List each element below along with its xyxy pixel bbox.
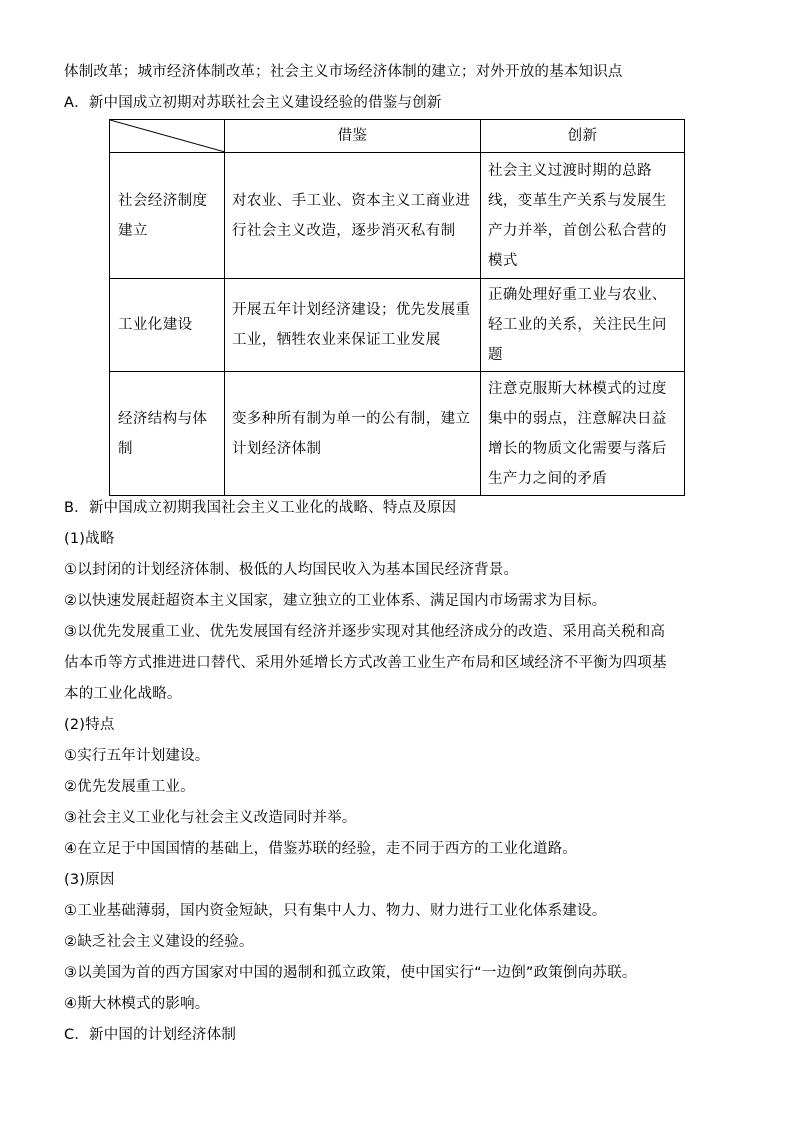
feature-item: ①实行五年计划建设。 bbox=[64, 748, 210, 764]
strategy-item: ③以优先发展重工业、优先发展国有经济并逐步实现对其他经济成分的改造、采用高关税和高 bbox=[64, 624, 666, 640]
row-borrow-cell: 对农业、手工业、资本主义工商业进行社会主义改造，逐步消灭私有制 bbox=[225, 153, 481, 279]
row-innovate-cell: 社会主义过渡时期的总路线，变革生产关系与发展生产力并举，首创公私合营的模式 bbox=[481, 153, 685, 279]
reason-item: ④斯大林模式的影响。 bbox=[64, 996, 210, 1012]
strategy-item-continued: 本的工业化战略。 bbox=[64, 686, 182, 702]
reason-item: ③以美国为首的西方国家对中国的遏制和孤立政策，使中国实行“一边倒”政策倒向苏联。 bbox=[64, 965, 637, 981]
features-title: (2)特点 bbox=[64, 717, 115, 733]
diagonal-line bbox=[110, 120, 225, 152]
row-borrow-cell: 开展五年计划经济建设；优先发展重工业，牺牲农业来保证工业发展 bbox=[225, 279, 481, 372]
strategy-title: (1)战略 bbox=[64, 531, 115, 547]
reason-item: ①工业基础薄弱，国内资金短缺，只有集中人力、物力、财力进行工业化体系建设。 bbox=[64, 903, 607, 919]
table-row bbox=[110, 153, 685, 279]
row-innovate-cell: 正确处理好重工业与农业、轻工业的关系，关注民生问题 bbox=[481, 279, 685, 372]
reasons-title: (3)原因 bbox=[64, 872, 115, 888]
diagonal-header-cell bbox=[110, 120, 225, 153]
section-c-heading: C．新中国的计划经济体制 bbox=[64, 1027, 237, 1043]
row-borrow-cell: 变多种所有制为单一的公有制，建立计划经济体制 bbox=[225, 372, 481, 496]
feature-item: ④在立足于中国国情的基础上，借鉴苏联的经验，走不同于西方的工业化道路。 bbox=[64, 841, 577, 857]
row-label: 经济结构与体制 bbox=[110, 372, 225, 496]
column-header-borrow: 借鉴 bbox=[225, 120, 481, 153]
table-row bbox=[110, 372, 685, 496]
comparison-table bbox=[109, 119, 685, 496]
table-row bbox=[110, 279, 685, 372]
reason-item: ②缺乏社会主义建设的经验。 bbox=[64, 934, 254, 950]
strategy-item: ②以快速发展赶超资本主义国家，建立独立的工业体系、满足国内市场需求为目标。 bbox=[64, 593, 607, 609]
row-label: 工业化建设 bbox=[110, 279, 225, 372]
column-header-innovate: 创新 bbox=[481, 120, 685, 153]
feature-item: ③社会主义工业化与社会主义改造同时并举。 bbox=[64, 810, 357, 826]
strategy-item-continued: 估本币等方式推进进口替代、采用外延增长方式改善工业生产布局和区域经济不平衡为四项基 bbox=[64, 655, 667, 671]
row-label: 社会经济制度建立 bbox=[110, 153, 225, 279]
section-b-heading: B．新中国成立初期我国社会主义工业化的战略、特点及原因 bbox=[64, 500, 457, 516]
row-innovate-cell: 注意克服斯大林模式的过度集中的弱点，注意解决日益增长的物质文化需要与落后生产力之间的矛盾 bbox=[481, 372, 685, 496]
section-a-heading: A．新中国成立初期对苏联社会主义建设经验的借鉴与创新 bbox=[64, 95, 442, 111]
intro-line: 体制改革；城市经济体制改革；社会主义市场经济体制的建立；对外开放的基本知识点 bbox=[64, 64, 623, 80]
strategy-item: ①以封闭的计划经济体制、极低的人均国民收入为基本国民经济背景。 bbox=[64, 562, 519, 578]
feature-item: ②优先发展重工业。 bbox=[64, 779, 195, 795]
table-header-row bbox=[110, 120, 685, 153]
